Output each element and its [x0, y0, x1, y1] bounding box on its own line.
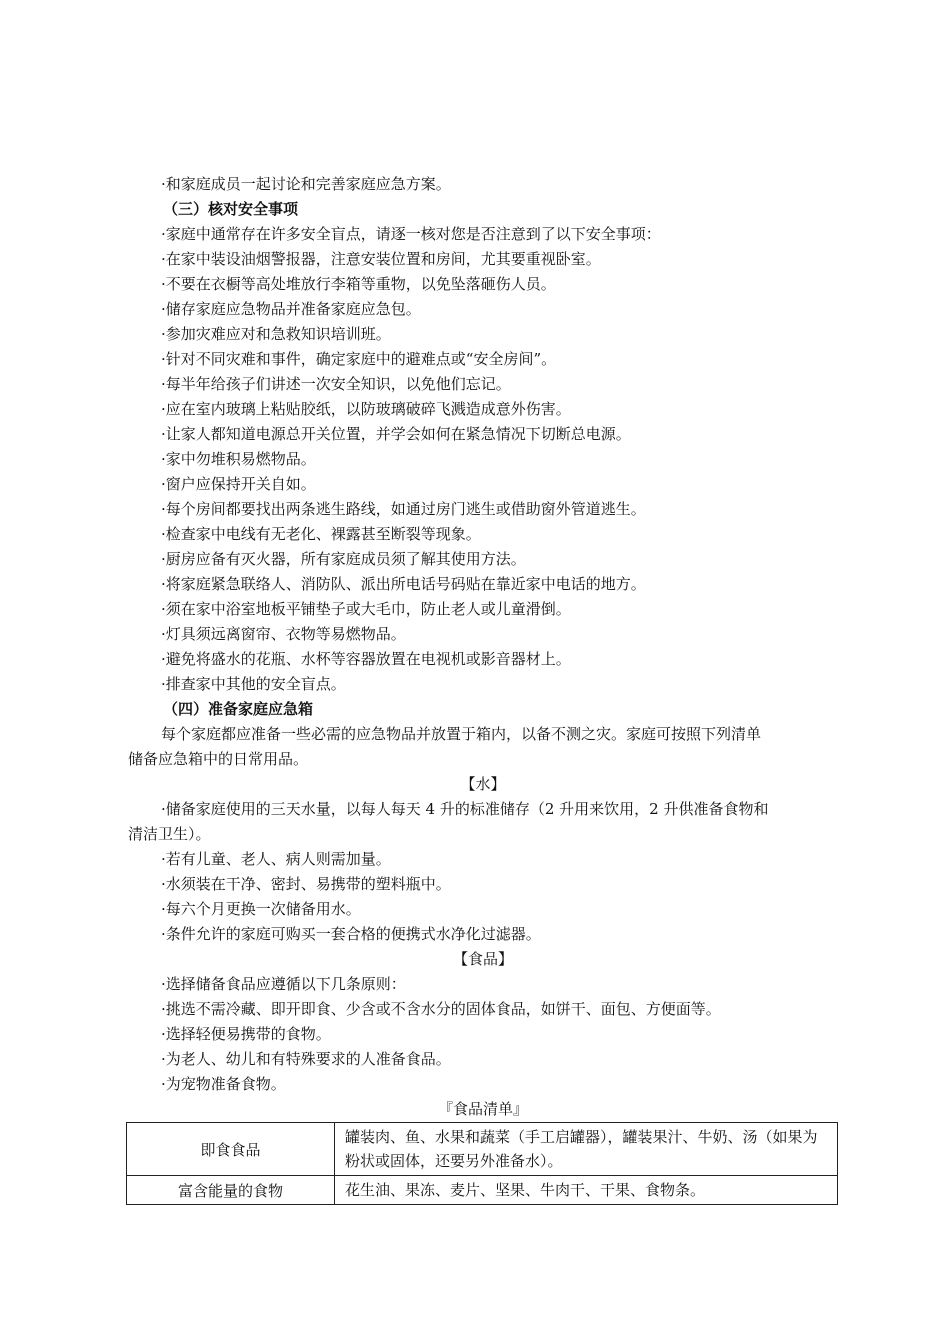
bullet-item: ·应在室内玻璃上粘贴胶纸，以防玻璃破碎飞溅造成意外伤害。	[161, 400, 571, 418]
bullet-item: ·灯具须远离窗帘、衣物等易燃物品。	[161, 625, 406, 643]
subsection-title: 【食品】	[452, 950, 513, 968]
paragraph: 每个家庭都应准备一些必需的应急物品并放置于箱内，以备不测之灾。家庭可按照下列清单	[161, 725, 762, 743]
bullet-item: ·为老人、幼儿和有特殊要求的人准备食品。	[161, 1050, 451, 1068]
bullet-item: ·挑选不需冷藏、即开即食、少含或不含水分的固体食品，如饼干、面包、方便面等。	[161, 1000, 721, 1018]
bullet-item: ·水须装在干净、密封、易携带的塑料瓶中。	[161, 875, 451, 893]
bullet-item: ·家庭中通常存在许多安全盲点，请逐一核对您是否注意到了以下安全事项：	[161, 225, 661, 243]
bullet-item: ·选择轻便易携带的食物。	[161, 1025, 331, 1043]
bullet-item: ·为宠物准备食物。	[161, 1075, 286, 1093]
bullet-item: ·每六个月更换一次储备用水。	[161, 900, 361, 918]
bullet-item: ·每个房间都要找出两条逃生路线，如通过房门逃生或借助窗外管道逃生。	[161, 500, 646, 518]
table-cell-category: 即食食品	[127, 1123, 335, 1176]
table-row	[127, 1123, 838, 1176]
bullet-item: ·让家人都知道电源总开关位置，并学会如何在紧急情况下切断总电源。	[161, 425, 631, 443]
bullet-item: ·检查家中电线有无老化、裸露甚至断裂等现象。	[161, 525, 481, 543]
bullet-item: ·储存家庭应急物品并准备家庭应急包。	[161, 300, 421, 318]
table-cell-items: 花生油、果冻、麦片、坚果、牛肉干、干果、食物条。	[335, 1176, 838, 1205]
food-list-table	[126, 1122, 838, 1205]
bullet-item: ·窗户应保持开关自如。	[161, 475, 316, 493]
table-row	[127, 1176, 838, 1205]
bullet-item: ·参加灾难应对和急救知识培训班。	[161, 325, 391, 343]
bullet-item: ·选择储备食品应遵循以下几条原则：	[161, 975, 406, 993]
bullet-item: ·和家庭成员一起讨论和完善家庭应急方案。	[161, 175, 451, 193]
bullet-item: ·储备家庭使用的三天水量，以每人每天 4 升的标准储存（2 升用来饮用，2 升供准备食物和	[161, 800, 769, 818]
table-cell-category: 富含能量的食物	[127, 1176, 335, 1205]
document-body	[128, 172, 838, 1122]
table-cell-items: 罐装肉、鱼、水果和蔬菜（手工启罐器），罐装果汁、牛奶、汤（如果为粉状或固体，还要另外准备水）。	[335, 1123, 838, 1176]
bullet-item: ·家中勿堆积易燃物品。	[161, 450, 316, 468]
bullet-item: ·将家庭紧急联络人、消防队、派出所电话号码贴在靠近家中电话的地方。	[161, 575, 646, 593]
section-heading: （三）核对安全事项	[163, 200, 299, 218]
bullet-item: ·避免将盛水的花瓶、水杯等容器放置在电视机或影音器材上。	[161, 650, 571, 668]
bullet-item: ·在家中装设油烟警报器，注意安装位置和房间，尤其要重视卧室。	[161, 250, 601, 268]
bullet-item: ·若有儿童、老人、病人则需加量。	[161, 850, 391, 868]
bullet-item: ·不要在衣橱等高处堆放行李箱等重物，以免坠落砸伤人员。	[161, 275, 556, 293]
bullet-item: ·每半年给孩子们讲述一次安全知识，以免他们忘记。	[161, 375, 511, 393]
section-heading: （四）准备家庭应急箱	[163, 700, 314, 718]
subsection-title: 『食品清单』	[437, 1100, 528, 1118]
bullet-item: ·厨房应备有灭火器，所有家庭成员须了解其使用方法。	[161, 550, 526, 568]
paragraph-continuation: 清洁卫生）。	[128, 825, 211, 843]
bullet-item: ·条件允许的家庭可购买一套合格的便携式水净化过滤器。	[161, 925, 541, 943]
subsection-title: 【水】	[460, 775, 506, 793]
paragraph-continuation: 储备应急箱中的日常用品。	[128, 750, 309, 768]
bullet-item: ·排查家中其他的安全盲点。	[161, 675, 346, 693]
bullet-item: ·须在家中浴室地板平铺垫子或大毛巾，防止老人或儿童滑倒。	[161, 600, 571, 618]
bullet-item: ·针对不同灾难和事件，确定家庭中的避难点或“安全房间”。	[161, 350, 557, 368]
